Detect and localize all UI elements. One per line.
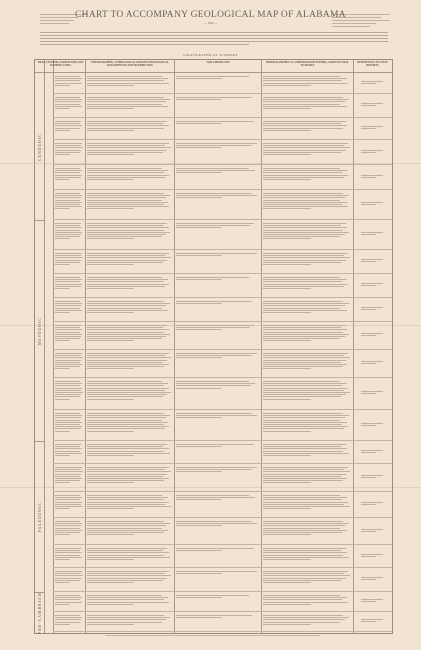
row-divider (53, 631, 392, 632)
text-block (87, 444, 172, 457)
text-block (176, 615, 259, 619)
row-divider (53, 273, 392, 274)
text-block (55, 615, 83, 626)
text-block (55, 76, 83, 87)
text-block (176, 193, 259, 200)
text-block (263, 301, 351, 314)
text-block (55, 495, 83, 510)
row-divider (53, 93, 392, 94)
text-block (55, 97, 83, 110)
text-block (87, 548, 172, 561)
text-block (176, 97, 259, 101)
reference-marks (361, 150, 383, 154)
reference-marks (361, 81, 383, 85)
text-block (176, 168, 259, 175)
era-mesozoic: MESOZOIC (35, 221, 44, 442)
row-divider (53, 591, 392, 592)
reference-marks (361, 599, 383, 603)
text-block (55, 168, 83, 181)
reference-marks (361, 333, 383, 337)
text-block (55, 353, 83, 371)
reference-marks (361, 391, 383, 395)
text-block (87, 381, 172, 401)
row-divider (53, 611, 392, 612)
era-precambrian: PRE-CAMBRIAN (37, 591, 42, 634)
reference-marks (361, 175, 383, 179)
reference-marks (361, 361, 383, 365)
text-block (87, 595, 172, 606)
text-block (55, 571, 83, 584)
text-block (55, 143, 83, 156)
era-cenozoic: CENOZOIC (35, 73, 44, 221)
text-block (176, 277, 259, 281)
text-block (55, 595, 83, 606)
column-header-formations: ERAS, SYSTEMS, FORMATIONS AND MAPPING UNITS (37, 61, 84, 67)
text-block (87, 325, 172, 343)
text-block (87, 76, 172, 87)
text-block (87, 615, 172, 626)
text-block (55, 548, 83, 561)
text-block (87, 223, 172, 241)
text-block (55, 121, 83, 132)
text-block (263, 571, 351, 584)
row-divider (53, 349, 392, 350)
text-block (55, 413, 83, 433)
row-divider (53, 377, 392, 378)
row-divider (53, 139, 392, 140)
text-block (263, 467, 351, 485)
text-block (87, 413, 172, 433)
row-divider (53, 544, 392, 545)
text-block (263, 521, 351, 536)
text-block (263, 325, 351, 343)
column-header-minerals: MINERAL PRODUCTS, UNDERGROUND WATERS, AGRICULTURAL FEATURES (266, 61, 349, 67)
row-divider (53, 219, 392, 220)
text-block (176, 495, 259, 502)
text-block (87, 193, 172, 211)
text-block (263, 615, 351, 626)
text-block (176, 353, 259, 360)
text-block (263, 76, 351, 87)
text-block (176, 467, 259, 474)
text-block (87, 301, 172, 314)
text-block (176, 595, 259, 599)
text-block (55, 444, 83, 457)
text-block (176, 413, 259, 420)
text-block (55, 521, 83, 536)
text-block (87, 97, 172, 110)
text-block (263, 381, 351, 401)
text-block (263, 223, 351, 241)
column-header-soils: SOILS PRODUCED (206, 61, 230, 64)
row-divider (53, 463, 392, 464)
text-block (263, 143, 351, 156)
text-block (263, 253, 351, 266)
text-block (87, 353, 172, 371)
reference-marks (361, 554, 383, 558)
text-block (55, 301, 83, 314)
text-block (55, 277, 83, 290)
footer-note (34, 635, 391, 636)
text-block (176, 521, 259, 528)
reference-marks (361, 103, 383, 107)
row-divider (53, 491, 392, 492)
text-block (263, 277, 351, 290)
reference-marks (361, 423, 383, 427)
text-block (87, 253, 172, 266)
text-block (263, 413, 351, 433)
reference-marks (361, 126, 383, 130)
era-paleozoic: PALEOZOIC (35, 442, 44, 593)
text-block (87, 467, 172, 485)
reference-marks (361, 259, 383, 263)
row-divider (53, 440, 392, 441)
reference-marks (361, 475, 383, 479)
text-block (87, 121, 172, 132)
row-divider (53, 297, 392, 298)
text-block (55, 193, 83, 211)
text-block (87, 521, 172, 536)
text-block (176, 571, 259, 575)
text-block (263, 168, 351, 181)
reference-marks (361, 619, 383, 623)
stratigraphic-table (34, 59, 393, 634)
text-block (55, 223, 83, 241)
reference-marks (361, 577, 383, 581)
reference-marks (361, 202, 383, 206)
column-header-descriptions: PHYSIOGRAPHIC, LITHOLOGICAL AND PALEONTOLOGICAL DESCRIPTIONS AND DISTRIBUTION (91, 61, 169, 67)
text-block (87, 495, 172, 510)
text-block (176, 253, 259, 257)
reference-marks (361, 283, 383, 287)
text-block (263, 444, 351, 457)
text-block (176, 121, 259, 125)
text-block (176, 76, 259, 80)
text-block (263, 495, 351, 510)
reference-marks (361, 502, 383, 506)
text-block (176, 444, 259, 448)
text-block (55, 467, 83, 485)
text-block (87, 571, 172, 584)
text-block (263, 97, 351, 110)
row-divider (53, 409, 392, 410)
row-divider (53, 567, 392, 568)
section-heading: STRATIGRAPHICAL SUMMARY (182, 53, 239, 57)
reference-marks (361, 529, 383, 533)
text-block (176, 143, 259, 150)
text-block (263, 121, 351, 132)
text-block (55, 325, 83, 343)
row-divider (53, 249, 392, 250)
reference-marks (361, 450, 383, 454)
intro-paragraph (40, 32, 388, 50)
row-divider (53, 321, 392, 322)
text-block (55, 253, 83, 266)
text-block (87, 277, 172, 290)
text-block (176, 301, 259, 305)
reference-marks (361, 232, 383, 236)
text-block (263, 353, 351, 371)
column-header-references: REFERENCES TO STATE REPORTS (357, 61, 388, 67)
page-title: CHART TO ACCOMPANY GEOLOGICAL MAP OF ALABAMA (75, 10, 346, 20)
reference-marks (361, 307, 383, 311)
text-block (263, 193, 351, 211)
text-block (87, 143, 172, 156)
text-block (176, 381, 259, 390)
row-divider (53, 517, 392, 518)
text-block (176, 223, 259, 230)
page-subtitle: — 1926 — (203, 21, 218, 25)
text-block (263, 595, 351, 606)
text-block (55, 381, 83, 401)
row-divider (53, 117, 392, 118)
text-block (87, 168, 172, 181)
text-block (176, 548, 259, 552)
text-block (176, 325, 259, 332)
row-divider (53, 164, 392, 165)
text-block (263, 548, 351, 561)
row-divider (53, 189, 392, 190)
